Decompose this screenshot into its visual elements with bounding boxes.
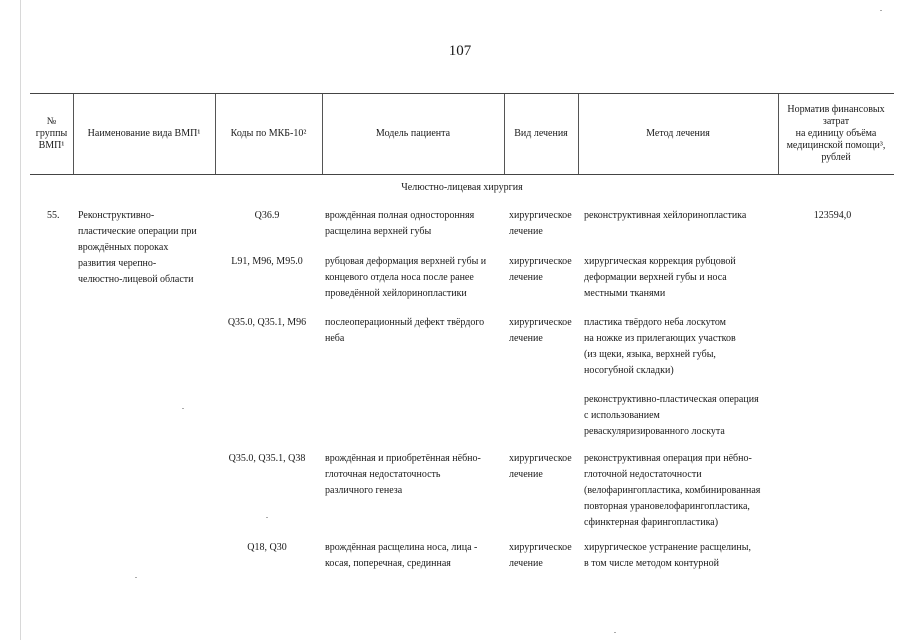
header-patient-model: Модель пациента [375, 128, 451, 139]
header-cost-norm: Норматив финансовых затрат на единицу объёма медицинской помощи³, рублей [786, 104, 886, 163]
treatment-method-alt: реконструктивно-пластическая операция с использованием реваскуляризированного лоскута [584, 394, 759, 437]
treatment-type: хирургическое лечение [509, 210, 572, 237]
icd-codes: Q36.9 [254, 210, 280, 221]
cost-norm: 123594,0 [813, 210, 852, 221]
header-group-number: № группы ВМП¹ [35, 116, 68, 151]
treatment-type: хирургическое лечение [509, 453, 572, 480]
icd-codes: Q35.0, Q35.1, Q38 [228, 453, 306, 464]
patient-model: врождённая полная односторонняя расщелина верхней губы [325, 210, 475, 237]
treatment-method: хирургическая коррекция рубцовой деформации верхней губы и носа местными тканями [584, 256, 736, 299]
treatment-method: реконструктивная операция при нёбно- глоточной недостаточности (велофарингопластика, комбинированная повторная урановелофарингопластика, сфинктерная фарингопластика) [584, 453, 761, 528]
header-treatment-method: Метод лечения [646, 128, 710, 139]
scan-speck [614, 632, 616, 633]
header-vmp-name: Наименование вида ВМП¹ [87, 128, 201, 139]
section-title: Челюстно-лицевая хирургия [401, 182, 523, 193]
patient-model: рубцовая деформация верхней губы и концевого отдела носа после ранее проведённой хейлоринопластики [325, 256, 487, 299]
treatment-method: хирургическое устранение расщелины, в том числе методом контурной [584, 542, 751, 569]
patient-model: врождённая расщелина носа, лица - косая, поперечная, срединная [325, 542, 478, 569]
header-treatment-type: Вид лечения [514, 128, 568, 139]
header-icd-codes: Коды по МКБ-10² [230, 128, 307, 139]
scan-speck [182, 408, 184, 409]
patient-model: послеоперационный дефект твёрдого неба [325, 317, 485, 344]
scan-speck [135, 577, 137, 578]
scan-speck [266, 517, 268, 518]
icd-codes: L91, M96, M95.0 [231, 256, 303, 267]
scan-speck [880, 10, 882, 11]
patient-model: врождённая и приобретённая нёбно- глоточная недостаточность различного генеза [325, 453, 481, 496]
page-number: 107 [448, 43, 472, 59]
group-number: 55. [47, 210, 60, 221]
icd-codes: Q35.0, Q35.1, M96 [227, 317, 307, 328]
page-edge [20, 0, 21, 640]
treatment-type: хирургическое лечение [509, 317, 572, 344]
treatment-type: хирургическое лечение [509, 256, 572, 283]
treatment-type: хирургическое лечение [509, 542, 572, 569]
treatment-method: пластика твёрдого неба лоскутом на ножке из прилегающих участков (из щеки, языка, верхней губы, носогубной складки) [584, 317, 736, 376]
treatment-method: реконструктивная хейлоринопластика [584, 210, 747, 221]
vmp-name: Реконструктивно- пластические операции при врождённых пороках развития черепно- челюстно-лицевой области [78, 210, 197, 285]
icd-codes: Q18, Q30 [247, 542, 287, 553]
table-header [30, 93, 894, 175]
